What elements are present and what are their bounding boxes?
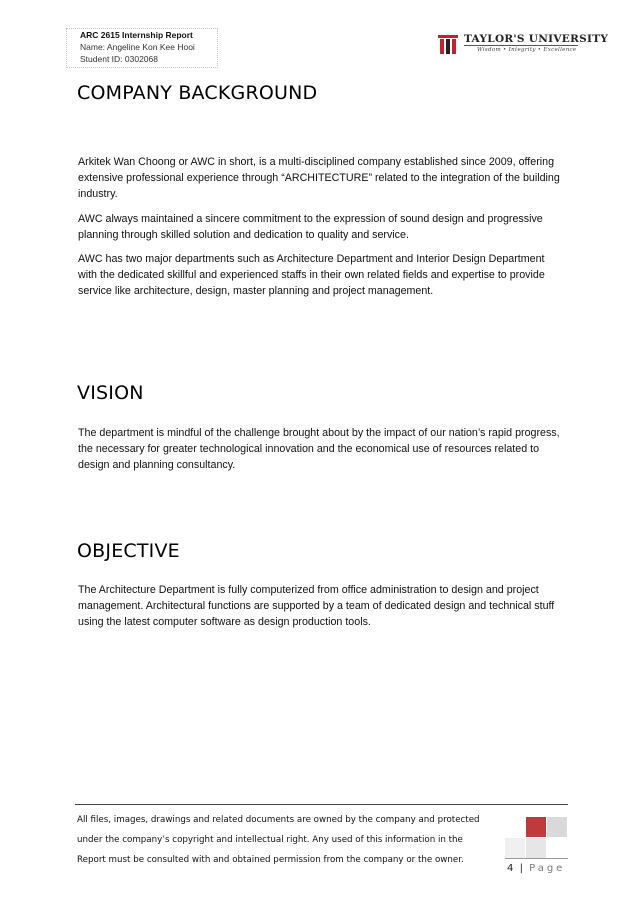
university-tagline: Wisdom • Integrity • Excellence (477, 47, 577, 53)
paragraph: Arkitek Wan Choong or AWC in short, is a multi-disciplined company established since 2009, offering extensive professional experience through “ARCHITECTURE” related to the integration of the building industry. (78, 156, 560, 200)
copyright-line: under the company’s copyright and intellectual right. Any used of this information in the (77, 835, 463, 845)
section-title-company-background: COMPANY BACKGROUND (77, 82, 318, 104)
student-name: Name: Angeline Kon Kee Hooi (80, 42, 195, 52)
university-name: TAYLOR'S UNIVERSITY (464, 33, 609, 45)
section-title-objective: OBJECTIVE (77, 540, 180, 562)
decorative-grey-square (526, 838, 546, 858)
decorative-light-square (505, 838, 525, 858)
report-title: ARC 2615 Internship Report (80, 30, 193, 40)
university-emblem-icon (436, 32, 460, 56)
section-title-vision: VISION (77, 382, 144, 404)
paragraph: The Architecture Department is fully computerized from office administration to design and project management. Architectural functions are supported by a team of dedicated design and technical stuff using the latest computer software as design production tools. (78, 584, 555, 628)
decorative-grey-square (547, 817, 567, 837)
copyright-notice (77, 810, 527, 870)
page-label: Page (529, 863, 566, 874)
paragraph: AWC has two major departments such as Architecture Department and Interior Design Department with the dedicated skillful and experienced staffs in their own related fields and expertise to provide service like architecture, design, master planning and project management. (78, 253, 545, 297)
paragraph: AWC always maintained a sincere commitment to the expression of sound design and progressive planning through skilled solution and dedication to quality and service. (78, 213, 543, 241)
page-number-separator: | (519, 863, 525, 874)
student-id: Student ID: 0302068 (80, 54, 158, 64)
copyright-line: Report must be consulted with and obtained permission from the company or the owner. (77, 855, 464, 865)
footer-divider (75, 804, 568, 805)
page-number-value: 4 (507, 863, 515, 874)
page-number (507, 863, 565, 874)
logo-divider (464, 45, 578, 46)
copyright-line: All files, images, drawings and related documents are owned by the company and protected (77, 815, 480, 825)
university-logo (434, 32, 609, 58)
paragraph: The department is mindful of the challenge brought about by the impact of our nation’s rapid progress, the necessary for greater technological innovation and the economical use of resources related to design and planning consultancy. (78, 427, 560, 471)
decorative-red-square (526, 817, 546, 837)
page-number-rule (505, 858, 568, 859)
